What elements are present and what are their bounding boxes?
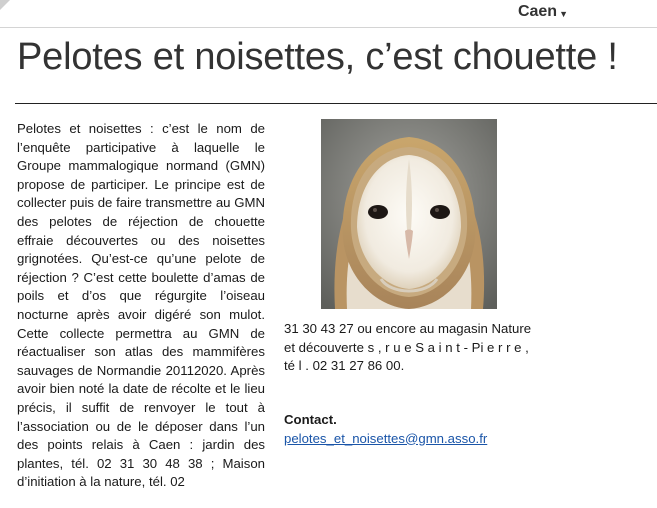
article-body-column-1: Pelotes et noisettes : c’est le nom de l’enquête participative à laquelle le Groupe mammalogique normand (GMN) propose de participer. Le principe est de collecter puis de faire transmettre au GMN des pelotes de réjection de chouette effraie découvertes ou des noisettes grignotées. Qu’est-ce qu’une pelote de réjection ? C’est cette boulette d’amas de poils et d’os que régurgite l’oiseau nocturne après avoir digéré son mulot. Cette collecte permettra au GMN de réactualiser son atlas des mammifères sauvages de Normandie 20112020. Après avoir bien noté la date de récolte et le lieu précis, il suffit de renvoyer le tout à l’association ou de le déposer dans l’un des points relais à Caen : jardin des plantes, tél. 02 31 30 48 38 ; Maison d’initiation à la nature, tél. 02	[17, 121, 265, 490]
title-rule	[15, 103, 657, 104]
barn-owl-image	[321, 119, 497, 309]
contact-email-link[interactable]: pelotes_et_noisettes@gmn.asso.fr	[284, 430, 488, 446]
city-label: Caen	[517, 3, 558, 20]
corner-fold	[0, 0, 10, 10]
article-body-continuation: 31 30 43 27 ou encore au magasin Nature et découverte s , r u e S a i n t - Pi e r r e , té l . 02 31 27 86 00.	[284, 321, 532, 374]
contact-block	[284, 411, 487, 448]
article-body-column-2	[284, 320, 534, 376]
contact-label: Contact.	[284, 412, 337, 427]
chevron-down-icon: ▼	[559, 9, 568, 19]
city-selector[interactable]	[518, 3, 568, 21]
article-title: Pelotes et noisettes, c’est chouette !	[17, 36, 618, 78]
owl-photo	[321, 119, 497, 309]
top-divider	[0, 27, 657, 28]
top-bar	[0, 0, 657, 27]
